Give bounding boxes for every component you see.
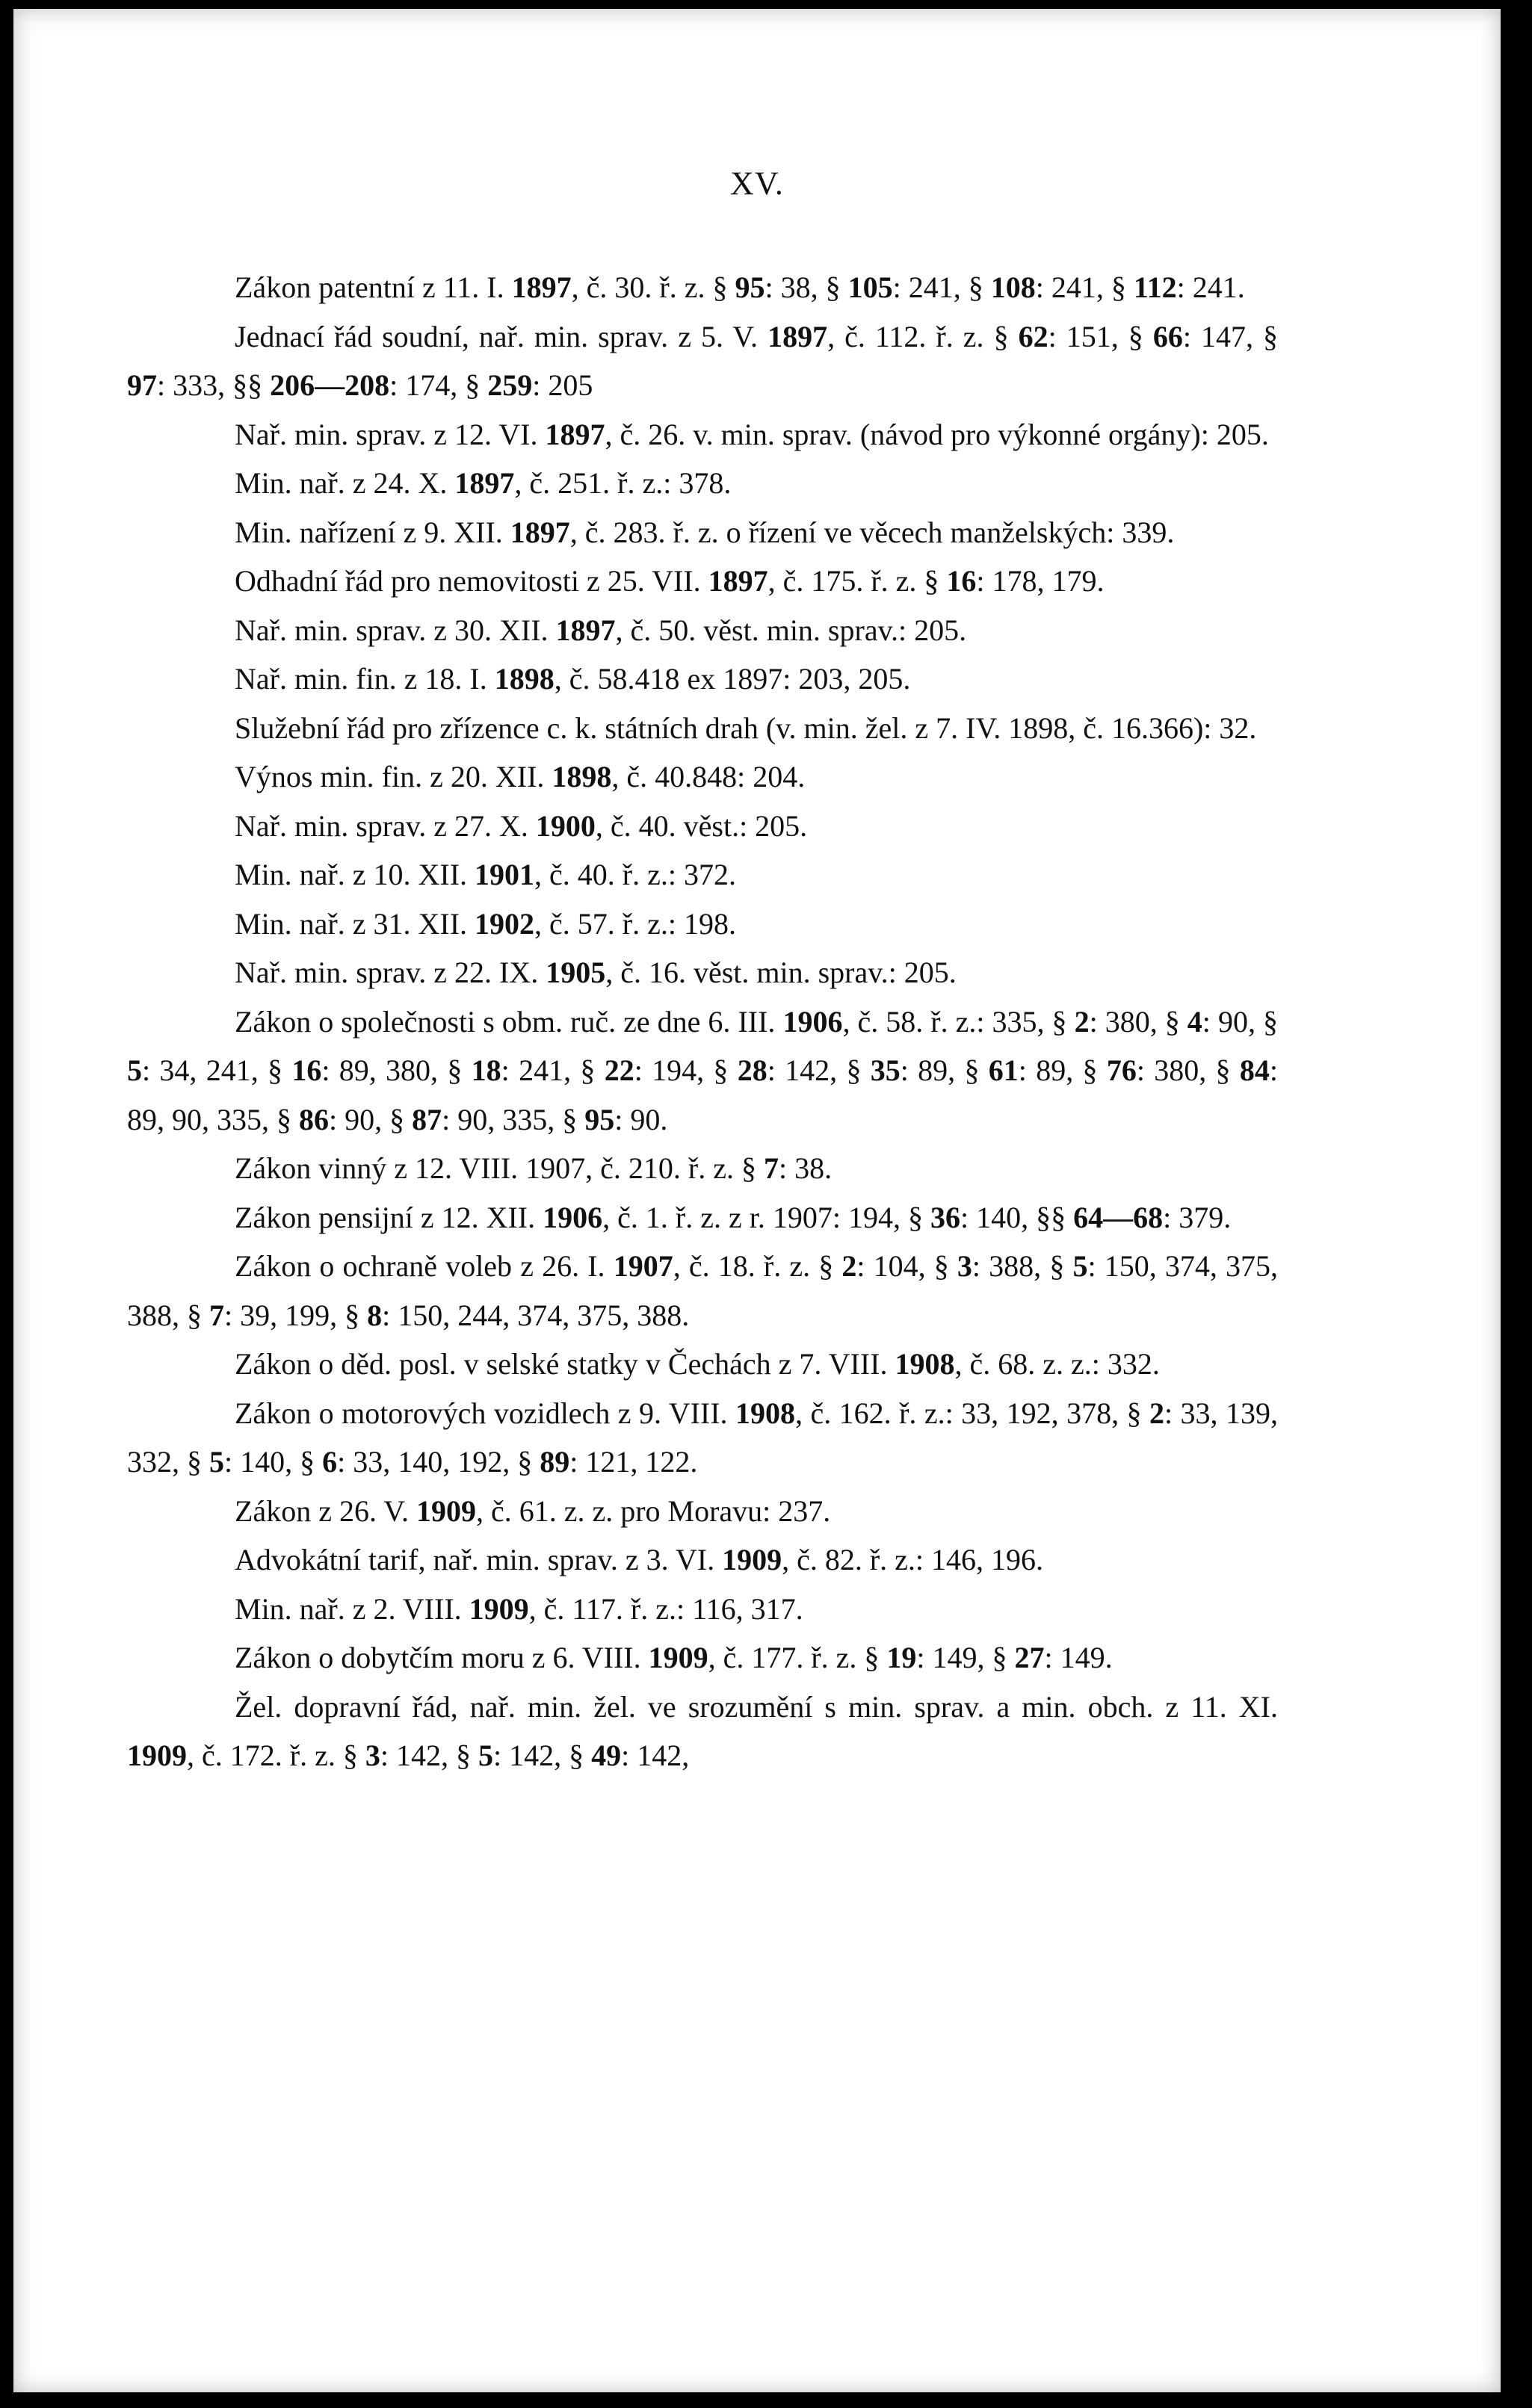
index-entry: Nař. min. sprav. z 22. IX. 1905, č. 16. věst. min. sprav.: 205. [235,956,957,989]
index-entry: Min. nař. z 10. XII. 1901, č. 40. ř. z.: 372. [235,858,736,891]
index-entry: Zákon patentní z 11. I. 1897, č. 30. ř. z. § 95: 38, § 105: 241, § 108: 241, § 112: 241. [235,270,1245,304]
index-entry: Zákon o ochraně voleb z 26. I. 1907, č. 18. ř. z. § 2: 104, § 3: 388, § 5: 150, 374, 375, 388, § 7: 39, 199, § 8: 150, 244, 374, 375, 388. [127,1249,1279,1332]
index-entry: Zákon o společnosti s obm. ruč. ze dne 6. III. 1906, č. 58. ř. z.: 335, § 2: 380, § 4: 90, § 5: 34, 241, § 16: 89, 380, § 18: 241, § 22: 194, § 28: 142, § 35: 89, § 61: 89, § 76: 380, § 84: 89, 90, 335, § 86: 90, § 87: 90, 335, § 95: 90. [127,1004,1278,1136]
index-entry: Zákon z 26. V. 1909, č. 61. z. z. pro Moravu: 237. [235,1494,831,1528]
index-entry: Zákon o motorových vozidlech z 9. VIII. 1908, č. 162. ř. z.: 33, 192, 378, § 2: 33, 139, 332, § 5: 140, § 6: 33, 140, 192, § 89: 121, 122. [127,1396,1278,1479]
index-entry: Nař. min. sprav. z 27. X. 1900, č. 40. věst.: 205. [235,808,808,843]
page-number: XV. [730,165,784,202]
index-entry: Min. nař. z 31. XII. 1902, č. 57. ř. z.: 198. [235,906,736,941]
index-entry: Zákon vinný z 12. VIII. 1907, č. 210. ř. z. § 7: 38. [235,1151,833,1185]
index-entry: Min. nař. z 24. X. 1897, č. 251. ř. z.: 378. [235,466,732,500]
index-entry: Min. nařízení z 9. XII. 1897, č. 283. ř. z. o řízení ve věcech manželských: 339. [235,515,1175,549]
index-entry: Nař. min. sprav. z 30. XII. 1897, č. 50. věst. min. sprav.: 205. [235,613,967,647]
index-entry: Výnos min. fin. z 20. XII. 1898, č. 40.848: 204. [235,760,806,793]
index-entry: Odhadní řád pro nemovitosti z 25. VII. 1897, č. 175. ř. z. § 16: 178, 179. [235,564,1105,598]
index-entry: Nař. min. fin. z 18. I. 1898, č. 58.418 ex 1897: 203, 205. [235,662,911,696]
index-entry: Zákon o děd. posl. v selské statky v Čechách z 7. VIII. 1908, č. 68. z. z.: 332. [235,1347,1160,1381]
index-entry: Služební řád pro zřízence c. k. státních drah (v. min. žel. z 7. IV. 1898, č. 16.366): 32. [235,711,1257,745]
index-entry: Zákon pensijní z 12. XII. 1906, č. 1. ř. z. z r. 1907: 194, § 36: 140, §§ 64—68: 379. [235,1200,1232,1234]
index-entry: Žel. dopravní řád, nař. min. žel. ve srozumění s min. sprav. a min. obch. z 11. XI. 1909, č. 172. ř. z. § 3: 142, § 5: 142, § 49: 142, [127,1689,1278,1772]
index-entry: Min. nař. z 2. VIII. 1909, č. 117. ř. z.: 116, 317. [235,1591,803,1626]
index-entry: Advokátní tarif, nař. min. sprav. z 3. VI. 1909, č. 82. ř. z.: 146, 196. [235,1543,1044,1576]
scanned-page [13,9,1501,2392]
index-list [127,263,1278,1780]
index-entry: Zákon o dobytčím moru z 6. VIII. 1909, č. 177. ř. z. § 19: 149, § 27: 149. [235,1641,1113,1674]
index-entry: Jednací řád soudní, nař. min. sprav. z 5. V. 1897, č. 112. ř. z. § 62: 151, § 66: 147, § 97: 333, §§ 206—208: 174, § 259: 205 [127,319,1278,402]
index-entry: Nař. min. sprav. z 12. VI. 1897, č. 26. v. min. sprav. (návod pro výkonné orgány): 205. [235,417,1269,451]
